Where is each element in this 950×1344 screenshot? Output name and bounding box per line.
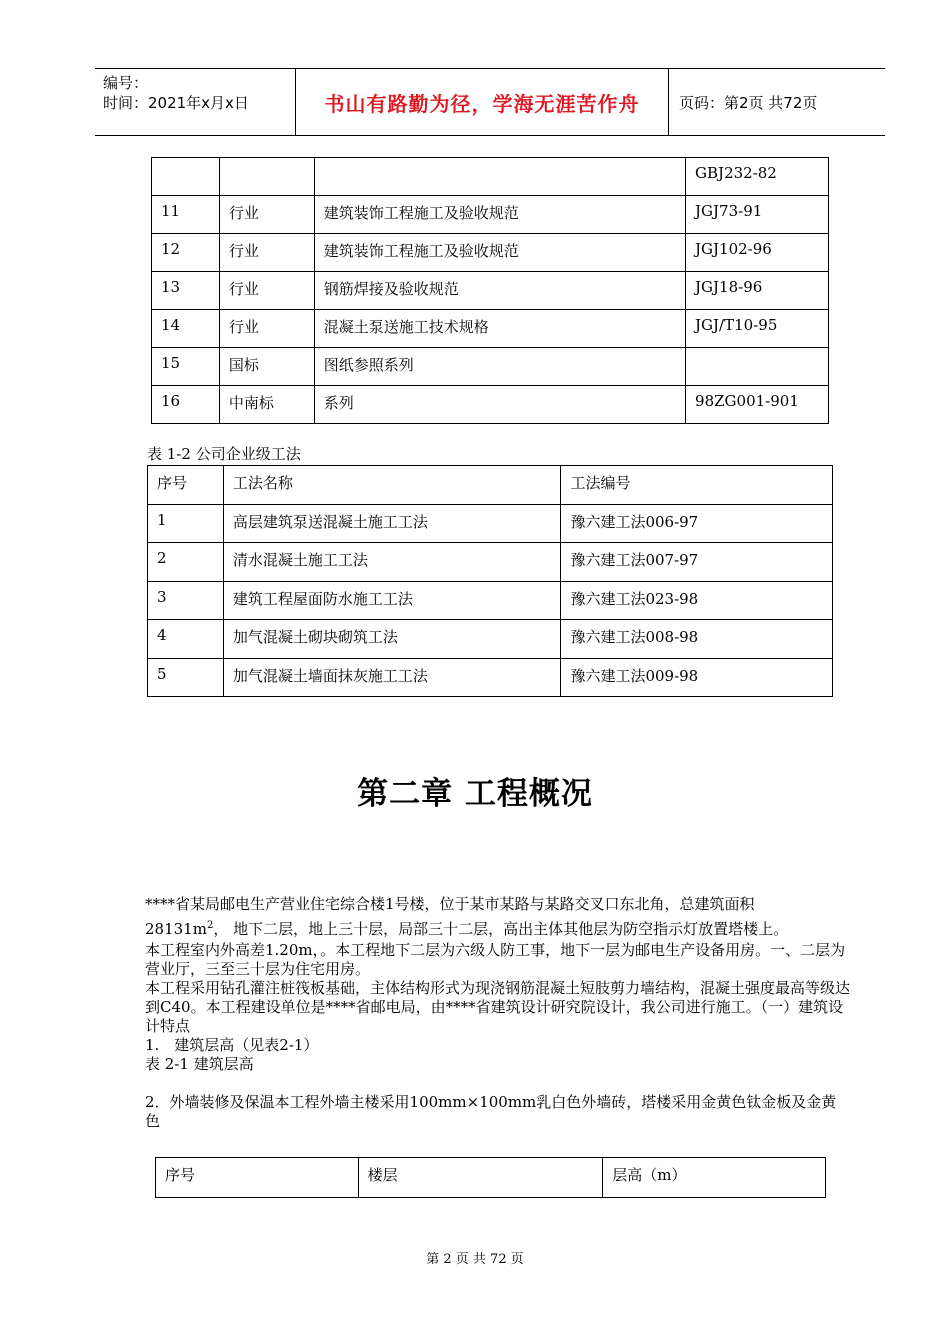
table-cell: 加气混凝土砌块砌筑工法 [223,620,561,659]
chapter-title: 第二章 工程概况 [357,776,593,812]
table-cell: JGJ18-96 [686,272,829,310]
paragraph: ****省某局邮电生产营业住宅综合楼1号楼，位于某市某路与某路交叉口东北角，总建筑面积 [145,895,755,913]
table-cell: JGJ/T10-95 [686,310,829,348]
table-row [148,581,833,620]
table-cell: 工法名称 [223,466,561,505]
table-row [152,196,829,234]
header-slogan: 书山有路勤为径，学海无涯苦作舟 [296,69,669,135]
table-row [148,658,833,697]
document-number-label: 编号： [103,74,149,92]
table-cell: 豫六建工法007-97 [561,543,833,582]
table-cell [314,158,685,196]
table-row [152,386,829,424]
table-cell: 行业 [219,272,314,310]
table-cell: 4 [148,620,224,659]
table-row [148,466,833,505]
table-cell: 中南标 [219,386,314,424]
table-cell: 行业 [219,234,314,272]
table-cell: 14 [152,310,220,348]
area-value: 28131m [145,920,207,938]
paragraph [145,914,850,941]
floor-height-table [155,1157,826,1198]
table-cell: JGJ73-91 [686,196,829,234]
table-cell: 层高（m） [603,1158,826,1198]
table-cell: 楼层 [358,1158,603,1198]
table-cell [152,158,220,196]
paragraph: 1. 建筑层高（见表2-1） [145,1036,319,1054]
paragraph: 本工程采用钻孔灌注桩筏板基础，主体结构形式为现浇钢筋混凝土短肢剪力墙结构，混凝土强度最高等级达到C40。本工程建设单位是****省邮电局，由****省建筑设计研究院设计，我公司进行施工。（一）建筑设计特点 [145,979,851,1035]
table-cell: 图纸参照系列 [314,348,685,386]
construction-methods-table [147,465,833,697]
table-row [148,504,833,543]
document-time-label: 时间：2021年x月x日 [103,94,249,112]
table-cell: 13 [152,272,220,310]
table-cell: 豫六建工法008-98 [561,620,833,659]
table-cell: 建筑装饰工程施工及验收规范 [314,234,685,272]
table-cell: 建筑装饰工程施工及验收规范 [314,196,685,234]
table-cell: 11 [152,196,220,234]
paragraph: 2．外墙装修及保温本工程外墙主楼采用100mm×100mm乳白色外墙砖，塔楼采用金黄色钛金板及金黄色 [145,1093,837,1130]
paragraph-text: ， 地下二层，地上三十层，局部三十二层，高出主体其他层为防空指示灯放置塔楼上。 [213,920,789,938]
table-row [156,1158,826,1198]
table-cell: 混凝土泵送施工技术规格 [314,310,685,348]
table-cell: 行业 [219,310,314,348]
table-cell: 清水混凝土施工工法 [223,543,561,582]
table-row [152,272,829,310]
table-cell: GBJ232-82 [686,158,829,196]
table-cell: 行业 [219,196,314,234]
table-cell: 12 [152,234,220,272]
table-cell: 加气混凝土墙面抹灰施工工法 [223,658,561,697]
table-cell: 16 [152,386,220,424]
table-cell: 豫六建工法023-98 [561,581,833,620]
table-cell: 国标 [219,348,314,386]
header-meta [95,69,296,135]
table-cell: 5 [148,658,224,697]
project-overview-text [145,895,850,1131]
table-cell: 序号 [156,1158,359,1198]
table-row [152,348,829,386]
paragraph: 表 2-1 建筑层高 [145,1055,254,1073]
table-cell: 2 [148,543,224,582]
standards-table [151,157,829,424]
table-cell: 系列 [314,386,685,424]
table-cell: 98ZG001-901 [686,386,829,424]
table-cell: 15 [152,348,220,386]
table-cell [686,348,829,386]
table-cell: 钢筋焊接及验收规范 [314,272,685,310]
table-row [152,234,829,272]
table-cell [219,158,314,196]
table-cell: 工法编号 [561,466,833,505]
page-header [95,68,885,136]
table-cell: 3 [148,581,224,620]
table-cell: 建筑工程屋面防水施工工法 [223,581,561,620]
table-row [152,310,829,348]
table-caption: 表 1-2 公司企业级工法 [147,445,301,463]
paragraph: 本工程室内外高差1.20m，。本工程地下二层为六级人防工事，地下一层为邮电生产设备用房。一、二层为营业厅，三至三十层为住宅用房。 [145,941,846,978]
table-cell: JGJ102-96 [686,234,829,272]
table-row [148,620,833,659]
table-cell: 豫六建工法006-97 [561,504,833,543]
page-footer: 第 2 页 共 72 页 [426,1252,524,1267]
table-row [148,543,833,582]
table-cell: 豫六建工法009-98 [561,658,833,697]
table-cell: 高层建筑泵送混凝土施工工法 [223,504,561,543]
header-page-number: 页码：第2页 共72页 [679,93,818,112]
table-row [152,158,829,196]
table-cell: 1 [148,504,224,543]
area-unit-superscript: 2 [206,920,214,931]
table-cell: 序号 [148,466,224,505]
